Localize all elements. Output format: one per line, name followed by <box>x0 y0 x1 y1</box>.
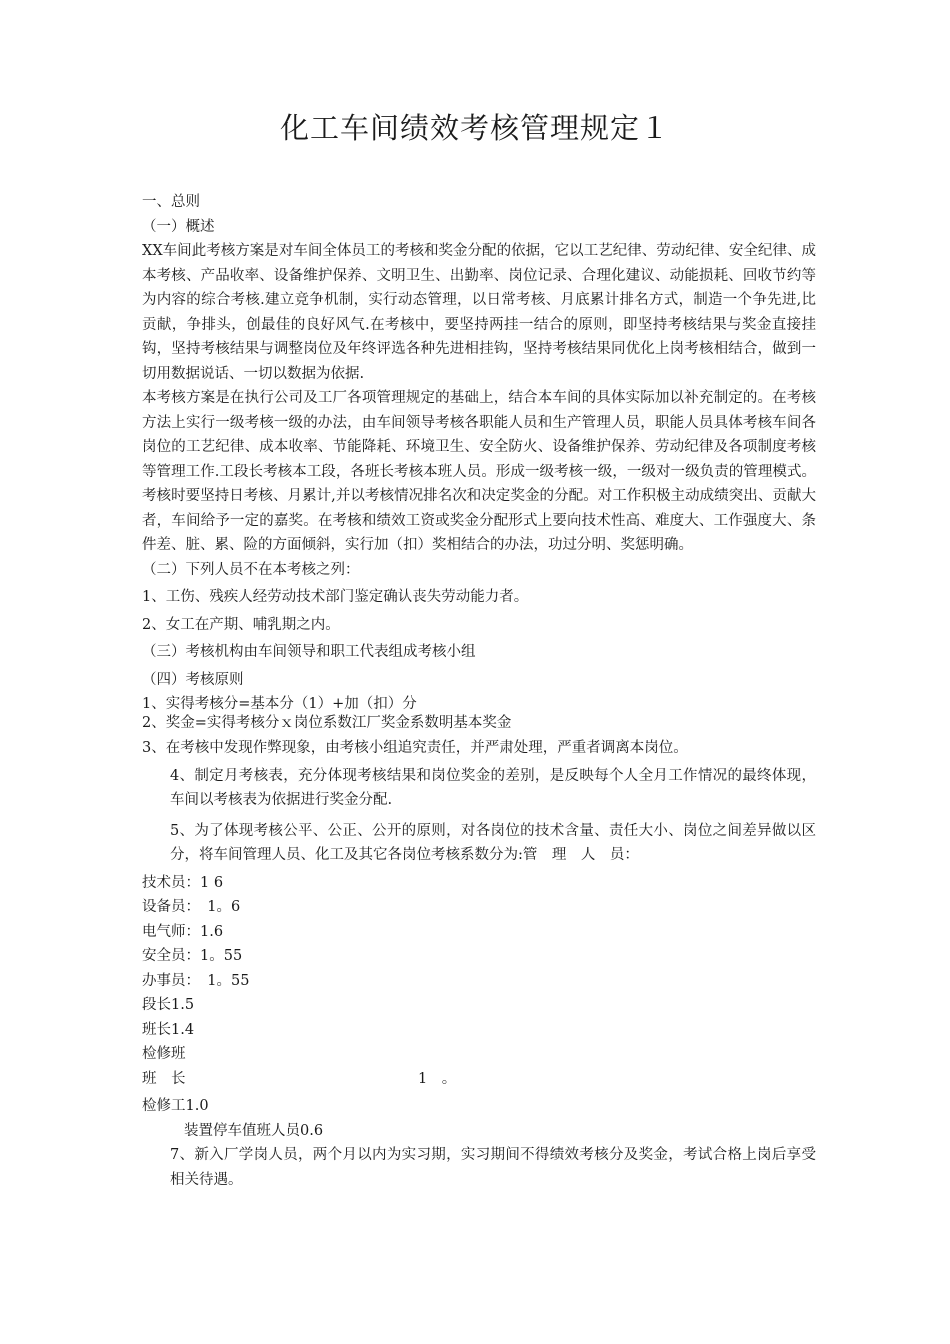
document-title: 化工车间绩效考核管理规定１ <box>279 111 670 145</box>
coefficient-electrician: 电气师：1.6 <box>142 923 224 940</box>
maintenance-leader-value: 1 。 <box>418 1070 457 1087</box>
principle-1: 1、实得考核分=基本分（1）+加（扣）分 <box>142 696 417 712</box>
principle-7: 7、新入厂学岗人员，两个月以内为实习期，实习期间不得绩效考核分及奖金，考试合格上岗后享受相关待遇。 <box>170 1147 816 1188</box>
section-heading-general: 一、总则 <box>142 194 200 210</box>
coefficient-maintenance-team: 检修班 <box>142 1046 186 1062</box>
coefficient-maintenance-worker: 检修工1.0 <box>142 1098 209 1114</box>
subheading-principles: （四）考核原则 <box>142 671 244 688</box>
coefficient-clerk: 办事员： 1。55 <box>142 972 250 989</box>
paragraph-overview: XX车间此考核方案是对车间全体员工的考核和奖金分配的依据，它以工艺纪律、劳动纪律、安全纪律、成本考核、产品收率、设备维护保养、文明卫生、出勤率、岗位记录、合理化建议、动能损耗、回收节约等为内容的综合考核.建立竞争机制，实行动态管理，以日常考核、月底累计排名方式，制造一个争先进,比贡献，争排头，创最佳的良好风气.在考核中，要坚持两挂一结合的原则，即坚持考核结果与奖金直接挂钩，坚持考核结果与调整岗位及年终评选各种先进相挂钩，坚持考核结果同优化上岗考核相结合，做到一切用数据说话、一切以数据为依据. <box>142 243 816 382</box>
list-item-excluded-2: 2、女工在产期、哺乳期之内。 <box>142 616 340 633</box>
principle-2: 2、奖金=实得考核分ｘ岗位系数江厂奖金系数明基本奖金 <box>142 715 512 731</box>
maintenance-leader-label: 班 长 <box>142 1070 186 1087</box>
principle-4: 4、制定月考核表，充分体现考核结果和岗位奖金的差别，是反映每个人全月工作情况的最终体现，车间以考核表为依据进行奖金分配. <box>170 767 816 808</box>
subheading-organization: （三）考核机构由车间领导和职工代表组成考核小组 <box>142 644 476 660</box>
coefficient-safety: 安全员：1。55 <box>142 948 243 964</box>
principle-3: 3、在考核中发现作弊现象，由考核小组追究责任，并严肃处理，严重者调离本岗位。 <box>142 740 688 756</box>
document-body <box>142 190 816 1192</box>
coefficient-team-leader: 班长1.4 <box>142 1021 195 1038</box>
coefficient-equipment: 设备员： 1。6 <box>142 899 241 915</box>
list-item-excluded-1: 1、工伤、残疾人经劳动技术部门鉴定确认丧失劳动能力者。 <box>142 589 529 605</box>
coefficient-shutdown-duty: 装置停车值班人员0.6 <box>184 1122 324 1139</box>
paragraph-method: 本考核方案是在执行公司及工厂各项管理规定的基础上，结合本车间的具体实际加以补充制定的。在考核方法上实行一级考核一级的办法，由车间领导考核各职能人员和生产管理人员，职能人员具体考核车间各岗位的工艺纪律、成本收率、节能降耗、环境卫生、安全防火、设备维护保养、劳动纪律及各项制度考核等管理工作.工段长考核本工段，各班长考核本班人员。形成一级考核一级，一级对一级负责的管理模式。考核时要坚持日考核、月累计,并以考核情况排名次和决定奖金的分配。对工作积极主动成绩突出、贡献大者，车间给予一定的嘉奖。在考核和绩效工资或奖金分配形式上要向技术性高、难度大、工作强度大、条件差、脏、累、险的方面倾斜，实行加（扣）奖相结合的办法，功过分明、奖惩明确。 <box>142 390 816 553</box>
coefficient-technician: 技术员：1 6 <box>142 874 224 891</box>
subheading-excluded: （二）下列人员不在本考核之列： <box>142 561 360 578</box>
coefficient-maintenance-leader <box>142 1067 816 1092</box>
principle-5: 5、为了体现考核公平、公正、公开的原则，对各岗位的技术含量、责任大小、岗位之间差异做以区分，将车间管理人员、化工及其它各岗位考核系数分为:管 理 人 员： <box>170 822 816 863</box>
subheading-overview: （一）概述 <box>142 218 215 235</box>
coefficient-section-leader: 段长1.5 <box>142 997 195 1013</box>
